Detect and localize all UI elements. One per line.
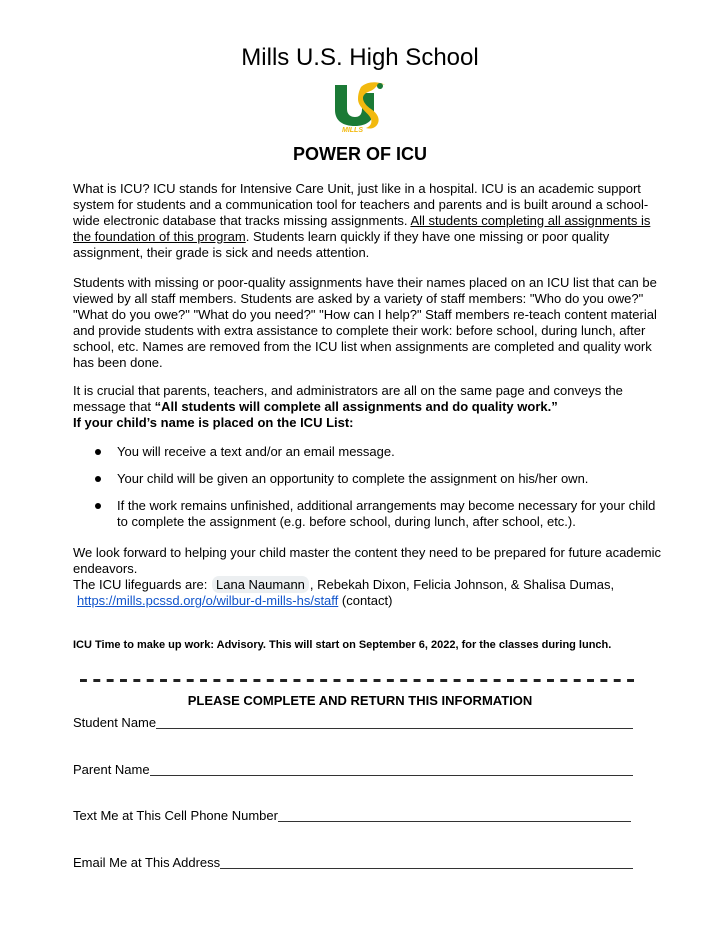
closing-text: We look forward to helping your child master the content they need to be prepared for future academic endeavors.: [73, 545, 661, 576]
intro-paragraph: [73, 181, 663, 261]
bullet-icon: [95, 476, 101, 482]
email-address-blank[interactable]: [220, 853, 633, 869]
closing-paragraph: [73, 545, 663, 609]
icu-time-notice: ICU Time to make up work: Advisory. This will start on September 6, 2022, for the classes during lunch.: [73, 639, 612, 651]
bullet-icon: [95, 503, 101, 509]
list-item: [73, 444, 663, 460]
student-name-label: Student Name: [73, 715, 157, 730]
page-heading: POWER OF ICU: [293, 144, 427, 164]
contact-note: (contact): [338, 592, 393, 608]
process-paragraph: Students with missing or poor-quality assignments have their names placed on an ICU list that can be viewed by all staff members. Students are asked by a variety of staff members: "Who do you owe?" "What do you owe?" "What do you need?" "How can I help?" Staff members re-teach content material and provide students with extra assistance to complete their work: before school, during lunch, after school, etc. Names are removed from the ICU list when assignments are completed and quality work has been done.: [73, 275, 657, 370]
list-item-text: Your child will be given an opportunity to complete the assignment on his/her own.: [117, 470, 589, 486]
list-item: [73, 498, 663, 530]
lifeguards-label: The ICU lifeguards are:: [73, 576, 212, 592]
parent-name-blank[interactable]: [150, 760, 633, 776]
staff-directory-link[interactable]: https://mills.pcssd.org/o/wilbur-d-mills-hs/staff: [77, 592, 339, 608]
crucial-paragraph: [73, 383, 663, 431]
email-address-label: Email Me at This Address: [73, 855, 221, 870]
school-name-title: Mills U.S. High School: [241, 44, 479, 71]
intro-underlined-text: All students completing all assignments is the foundation of this program: [73, 212, 651, 244]
list-intro-text: If your child’s name is placed on the ICU List:: [73, 414, 354, 430]
list-item: [73, 471, 663, 487]
lifeguards-names: , Rebekah Dixon, Felicia Johnson, & Shalisa Dumas,: [309, 576, 615, 592]
email-address-field[interactable]: [73, 854, 633, 871]
cut-here-dashed-divider: [80, 679, 640, 682]
svg-text:MILLS: MILLS: [342, 127, 363, 133]
intro-text: What is ICU? ICU stands for Intensive Care Unit, just like in a hospital. ICU is an academic support system for students and a communication tool for teachers and parents and is built around a school-wide electronic database that tracks missing assignments.: [73, 181, 649, 228]
icu-list-consequences: [73, 444, 663, 541]
intro-text-end: . Students learn quickly if they have one missing or poor quality assignment, their grade is sick and needs attention.: [73, 228, 610, 260]
student-name-blank[interactable]: [156, 713, 633, 729]
cell-phone-blank[interactable]: [278, 806, 631, 822]
parent-name-label: Parent Name: [73, 762, 150, 777]
return-form-title: PLEASE COMPLETE AND RETURN THIS INFORMATION: [187, 693, 533, 708]
cell-phone-label: Text Me at This Cell Phone Number: [73, 808, 278, 823]
cell-phone-field[interactable]: [73, 807, 631, 824]
person-chip-lana-naumann[interactable]: Lana Naumann: [212, 576, 309, 593]
list-item-text: If the work remains unfinished, additional arrangements may become necessary for your child to complete the assignment (e.g. before school, during lunch, after school, etc.).: [117, 497, 656, 529]
list-item-text: You will receive a text and/or an email message.: [117, 444, 395, 459]
motto-text: “All students will complete all assignments and do quality work.”: [154, 398, 558, 414]
bullet-icon: [95, 449, 101, 455]
crucial-text: It is crucial that parents, teachers, and administrators are all on the same page and conveys the message that: [73, 383, 623, 414]
parent-name-field[interactable]: [73, 761, 633, 778]
student-name-field[interactable]: [73, 714, 633, 731]
mills-us-logo-icon: [331, 79, 389, 133]
